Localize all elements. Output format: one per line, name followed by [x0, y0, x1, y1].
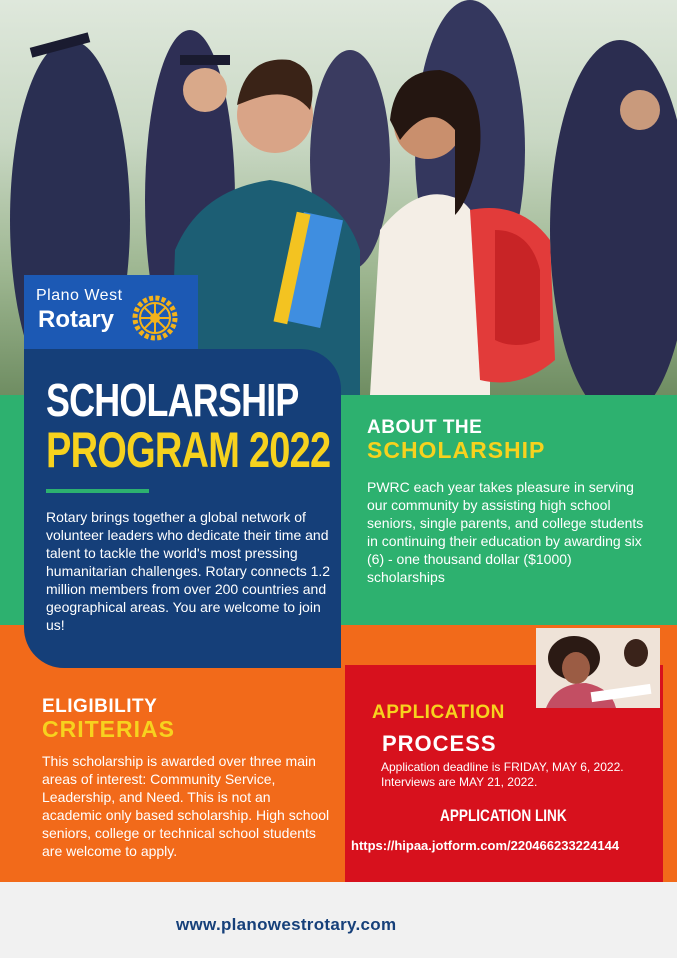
- application-deadline: Application deadline is FRIDAY, MAY 6, 2022.: [381, 760, 624, 774]
- studying-photo: [536, 628, 660, 708]
- application-dates: [381, 760, 651, 790]
- application-link-label: APPLICATION LINK: [440, 806, 567, 825]
- about-text: PWRC each year takes pleasure in serving our community by assisting high school seniors, single parents, and college students in continuing their education by awarding six (6) - one thousand dollar ($1000) scholarships: [367, 479, 644, 585]
- plano-west-rotary-logo: [24, 275, 198, 349]
- about-heading-line2: SCHOLARSHIP: [367, 437, 546, 463]
- logo-line2: Rotary: [38, 306, 115, 333]
- application-heading-line2: PROCESS: [382, 731, 497, 756]
- logo-line1: Plano West: [36, 287, 123, 304]
- eligibility-heading-line1: ELIGIBILITY: [42, 696, 158, 717]
- intro-text: Rotary brings together a global network of volunteer leaders who dedicate their time and talent to tackle the world's most pressing humanitarian challenges. Rotary connects 1.2 million members from over 200 countries and geographical areas. You are welcome to join us!: [46, 509, 331, 633]
- student-studying-illustration: [536, 628, 660, 708]
- application-link[interactable]: https://hipaa.jotform.com/220466233224144: [351, 838, 620, 853]
- website-link[interactable]: www.planowestrotary.com: [176, 915, 397, 934]
- rotary-wheel-icon: [132, 295, 178, 341]
- eligibility-text: This scholarship is awarded over three main areas of interest: Community Service, Leadership, and Need. This is not an academic only based scholarship. High school seniors, college or technical school students are welcome to apply.: [42, 753, 330, 859]
- title-divider: [46, 489, 149, 493]
- about-heading-line1: ABOUT THE: [367, 417, 483, 438]
- eligibility-heading-line2: CRITERIAS: [42, 716, 175, 742]
- title-line2: PROGRAM 2022: [46, 422, 331, 478]
- title-line1: SCHOLARSHIP: [46, 374, 299, 426]
- interview-date: Interviews are MAY 21, 2022.: [381, 775, 538, 789]
- application-heading-line1: APPLICATION: [372, 702, 505, 723]
